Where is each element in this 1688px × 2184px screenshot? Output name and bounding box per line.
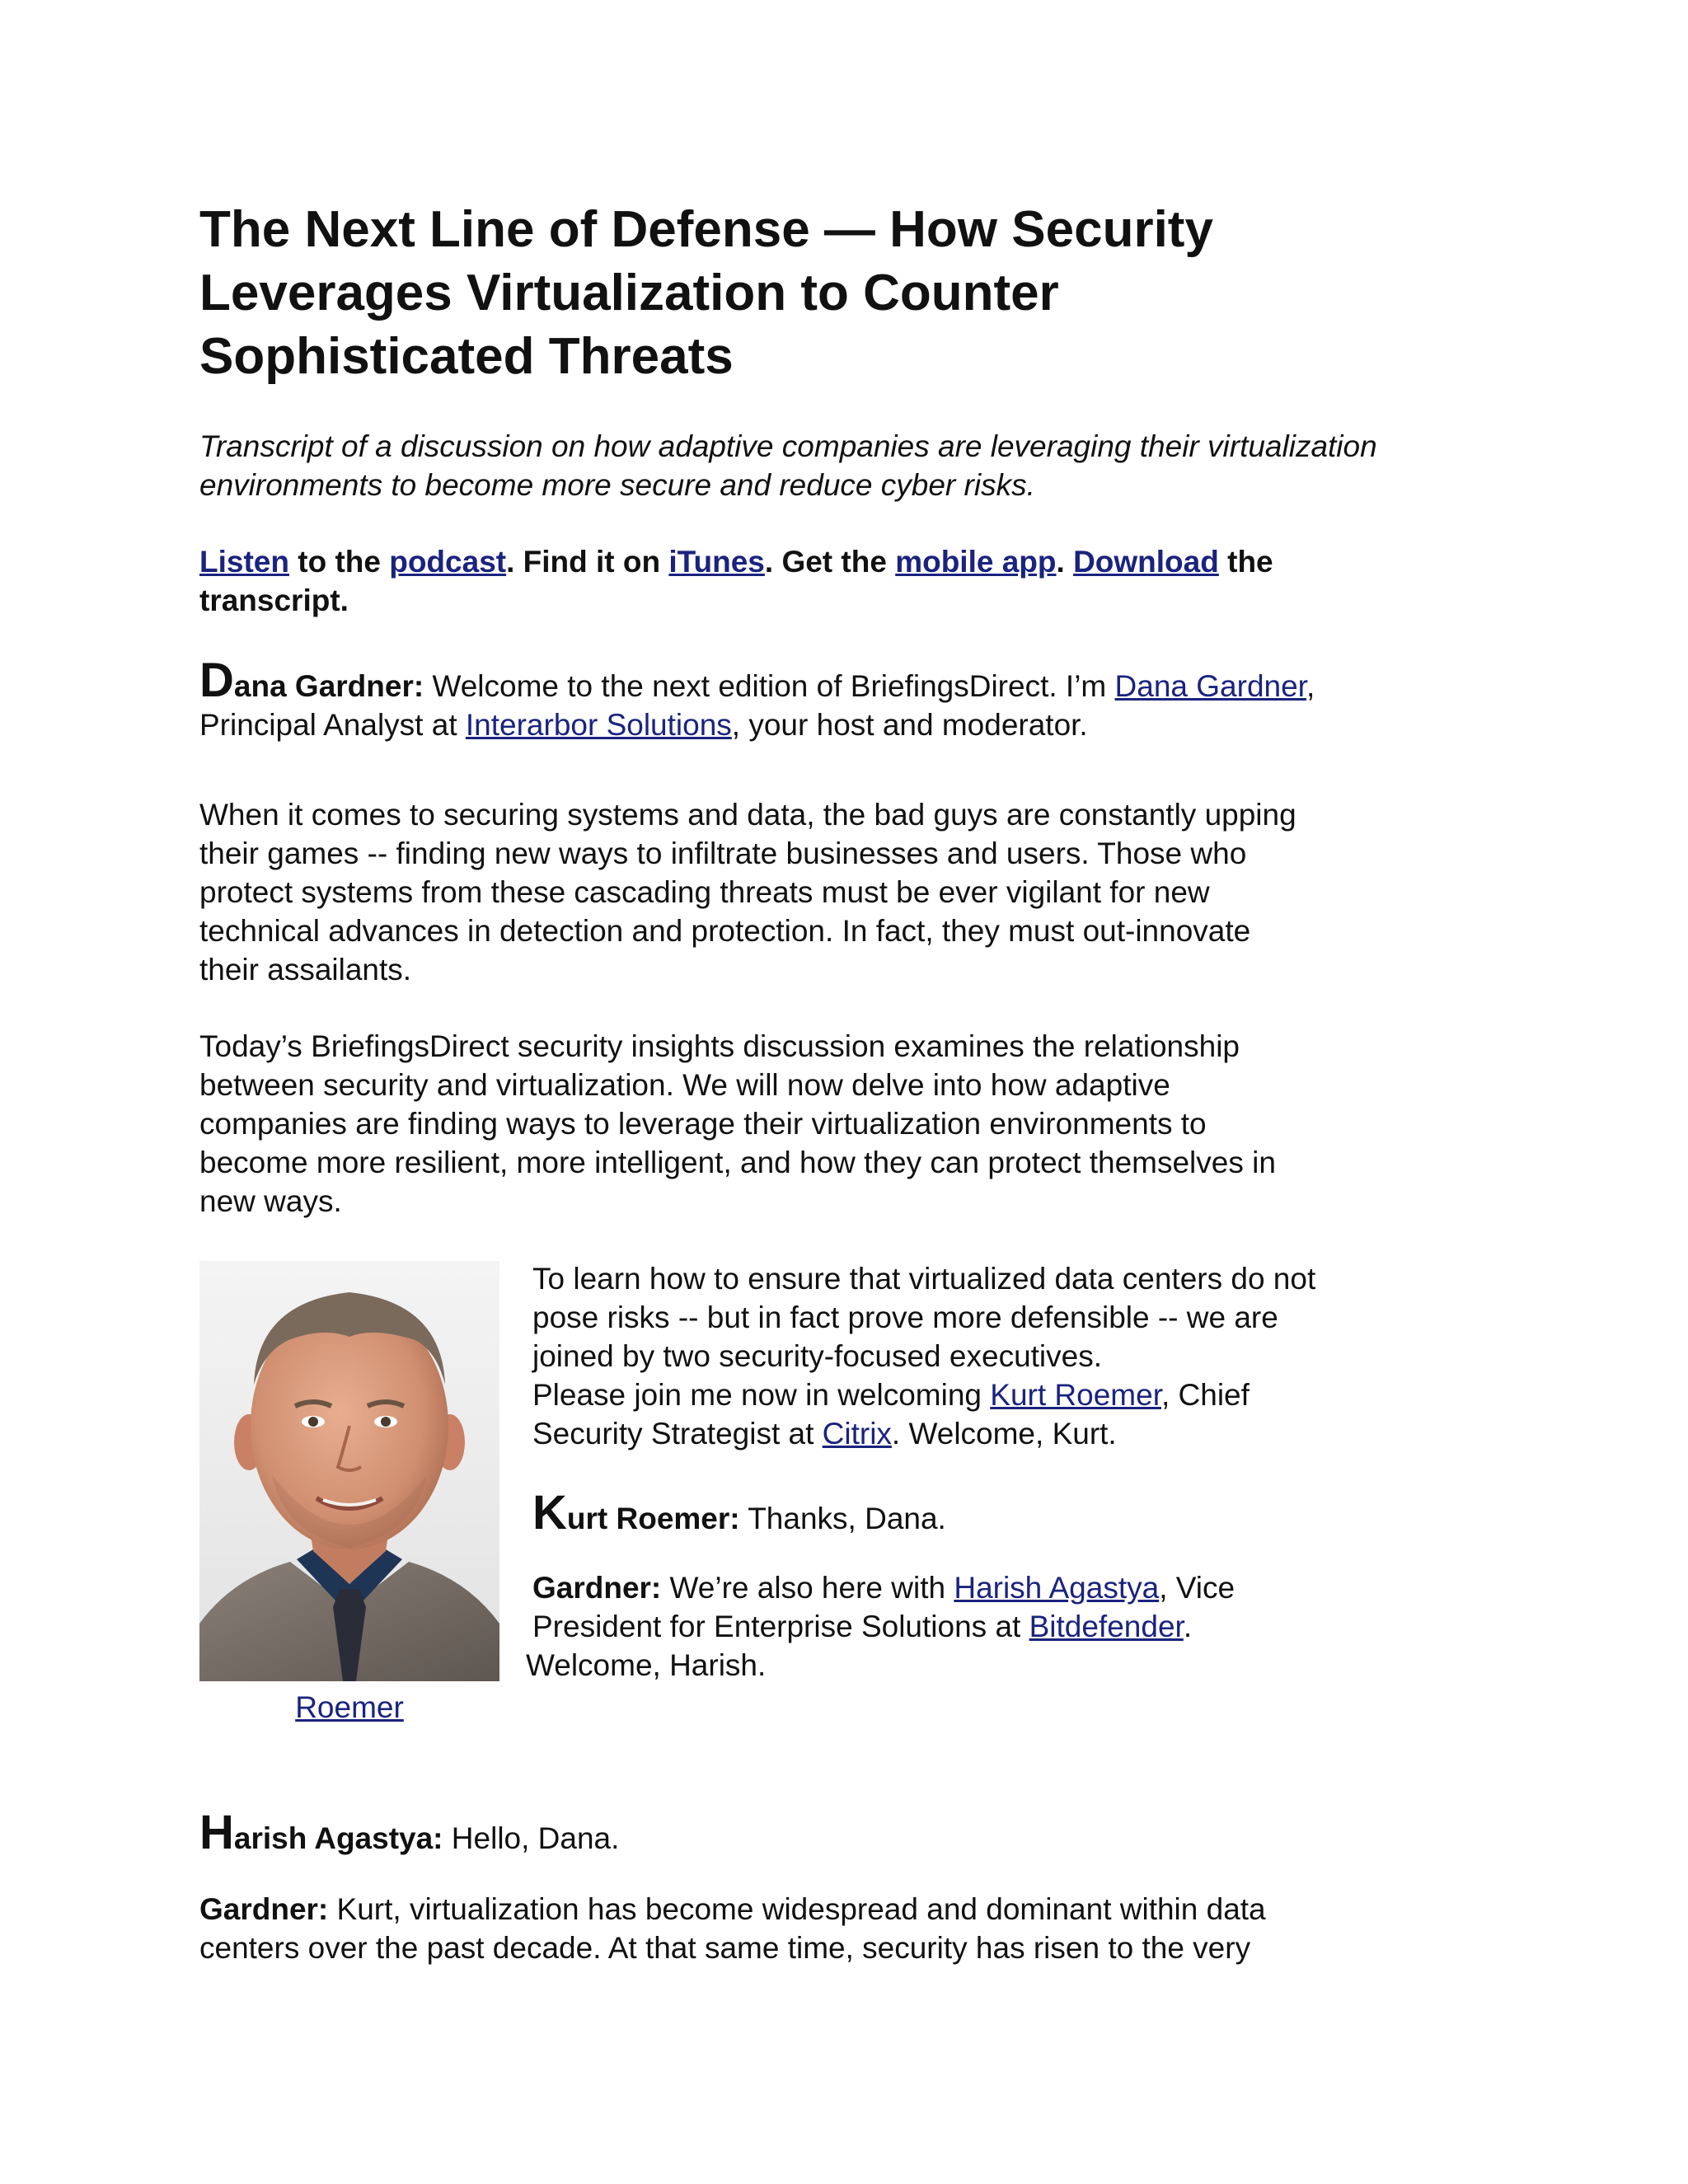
speaker-gardner-2: Gardner: — [199, 1892, 329, 1926]
document-page — [199, 198, 1502, 1965]
citrix-link[interactable]: Citrix — [822, 1417, 892, 1451]
paragraph-2 — [199, 1027, 1276, 1221]
mobile-app-link[interactable]: mobile app — [895, 545, 1057, 579]
intro-text-4: , your host and moderator. — [731, 708, 1088, 742]
para1-line-3: protect systems from these cascading threats must be ever vigilant for new — [199, 875, 1210, 909]
interarbor-link[interactable]: Interarbor Solutions — [465, 708, 732, 742]
gardner2-text-4: . — [1183, 1610, 1193, 1643]
para4-text-3: Security Strategist at — [532, 1417, 823, 1451]
harish-reply — [199, 1806, 620, 1859]
kurt-text: Thanks, Dana. — [739, 1502, 946, 1535]
para1-line-1: When it comes to securing systems and data, the bad guys are constantly upping — [199, 798, 1296, 832]
speaker-harish — [199, 1806, 443, 1859]
intro-text-1: Welcome to the next edition of BriefingsDirect. I’m — [424, 669, 1115, 703]
dropcap-d: D — [199, 654, 234, 707]
gardner-intro-harish — [526, 1568, 1236, 1685]
para2-line-1: Today’s BriefingsDirect security insights discussion examines the relationship — [199, 1029, 1240, 1063]
roemer-photo — [199, 1261, 499, 1681]
gardner3-text-1: Kurt, virtualization has become widespread and dominant within data — [328, 1892, 1266, 1926]
para1-line-4: technical advances in detection and protection. In fact, they must out-innovate — [199, 914, 1251, 948]
subtitle-line-2: environments to become more secure and reduce cyber risks. — [199, 468, 1035, 502]
links-text-3: . Get the — [764, 545, 896, 579]
speaker-gardner: Gardner: — [532, 1571, 662, 1605]
subtitle-line-1: Transcript of a discussion on how adaptive companies are leveraging their virtualization — [199, 429, 1377, 463]
dropcap-h: H — [199, 1806, 234, 1859]
gardner3-text-2: centers over the past decade. At that same time, security has risen to the very — [199, 1931, 1251, 1965]
bitdefender-link[interactable]: Bitdefender — [1029, 1610, 1184, 1643]
title-line-2: Leverages Virtualization to Counter — [199, 265, 1059, 321]
speaker-harish-rest: arish Agastya: — [233, 1821, 443, 1855]
intro-text-2: , — [1306, 669, 1315, 703]
para2-line-5: new ways. — [199, 1184, 342, 1218]
links-text-1: to the — [288, 545, 390, 579]
kurt-reply — [532, 1486, 946, 1540]
para2-line-3: companies are finding ways to leverage their virtualization environments to — [199, 1107, 1207, 1141]
para3-line-1: To learn how to ensure that virtualized data centers do not — [532, 1262, 1316, 1296]
paragraph-1 — [199, 795, 1296, 989]
portrait-image — [199, 1261, 499, 1681]
page-subtitle — [199, 427, 1502, 504]
download-link[interactable]: Download — [1073, 545, 1219, 579]
harish-text: Hello, Dana. — [443, 1821, 620, 1855]
photo-caption — [199, 1688, 499, 1727]
speaker-dana — [199, 654, 424, 707]
kurt-roemer-link[interactable]: Kurt Roemer — [990, 1378, 1161, 1412]
paragraph-3 — [532, 1259, 1315, 1376]
gardner2-text-2: , Vice — [1159, 1571, 1236, 1605]
gardner2-text-3: President for Enterprise Solutions at — [532, 1610, 1029, 1643]
podcast-link[interactable]: podcast — [389, 545, 507, 579]
para2-line-2: between security and virtualization. We will now delve into how adaptive — [199, 1068, 1170, 1102]
para4-text-1: Please join me now in welcoming — [532, 1378, 991, 1412]
dana-gardner-link[interactable]: Dana Gardner — [1114, 669, 1306, 703]
links-text-5: the — [1218, 545, 1273, 579]
para3-line-3: joined by two security-focused executives. — [532, 1339, 1103, 1373]
listen-link[interactable]: Listen — [199, 545, 289, 579]
gardner-question — [199, 1890, 1266, 1967]
title-line-1: The Next Line of Defense — How Security — [199, 201, 1213, 258]
para4-text-2: , Chief — [1160, 1378, 1250, 1412]
links-text-4: . — [1056, 545, 1074, 579]
gardner2-text-1: We’re also here with — [661, 1571, 954, 1605]
para1-line-5: their assailants. — [199, 953, 412, 987]
speaker-kurt-rest: urt Roemer: — [566, 1502, 740, 1535]
speaker-dana-rest: ana Gardner: — [233, 669, 424, 703]
para4-text-4: . Welcome, Kurt. — [891, 1417, 1117, 1451]
title-line-3: Sophisticated Threats — [199, 328, 734, 385]
roemer-caption-link[interactable]: Roemer — [295, 1690, 404, 1724]
intro-paragraph — [199, 654, 1315, 744]
para3-line-2: pose risks -- but in fact prove more defensible -- we are — [532, 1301, 1278, 1334]
intro-text-3: Principal Analyst at — [199, 708, 466, 742]
links-text-6: transcript. — [199, 583, 349, 617]
dropcap-k: K — [532, 1486, 567, 1540]
page-title — [199, 198, 1502, 388]
para2-line-4: become more resilient, more intelligent, and how they can protect themselves in — [199, 1146, 1276, 1179]
speaker-kurt — [532, 1486, 740, 1540]
gardner2-text-5: Welcome, Harish. — [526, 1648, 767, 1682]
harish-agastya-link[interactable]: Harish Agastya — [954, 1571, 1160, 1605]
paragraph-4 — [532, 1376, 1250, 1453]
para1-line-2: their games -- finding new ways to infiltrate businesses and users. Those who — [199, 837, 1247, 870]
podcast-links — [199, 542, 1353, 620]
links-text-2: . Find it on — [506, 545, 669, 579]
itunes-link[interactable]: iTunes — [668, 545, 765, 579]
